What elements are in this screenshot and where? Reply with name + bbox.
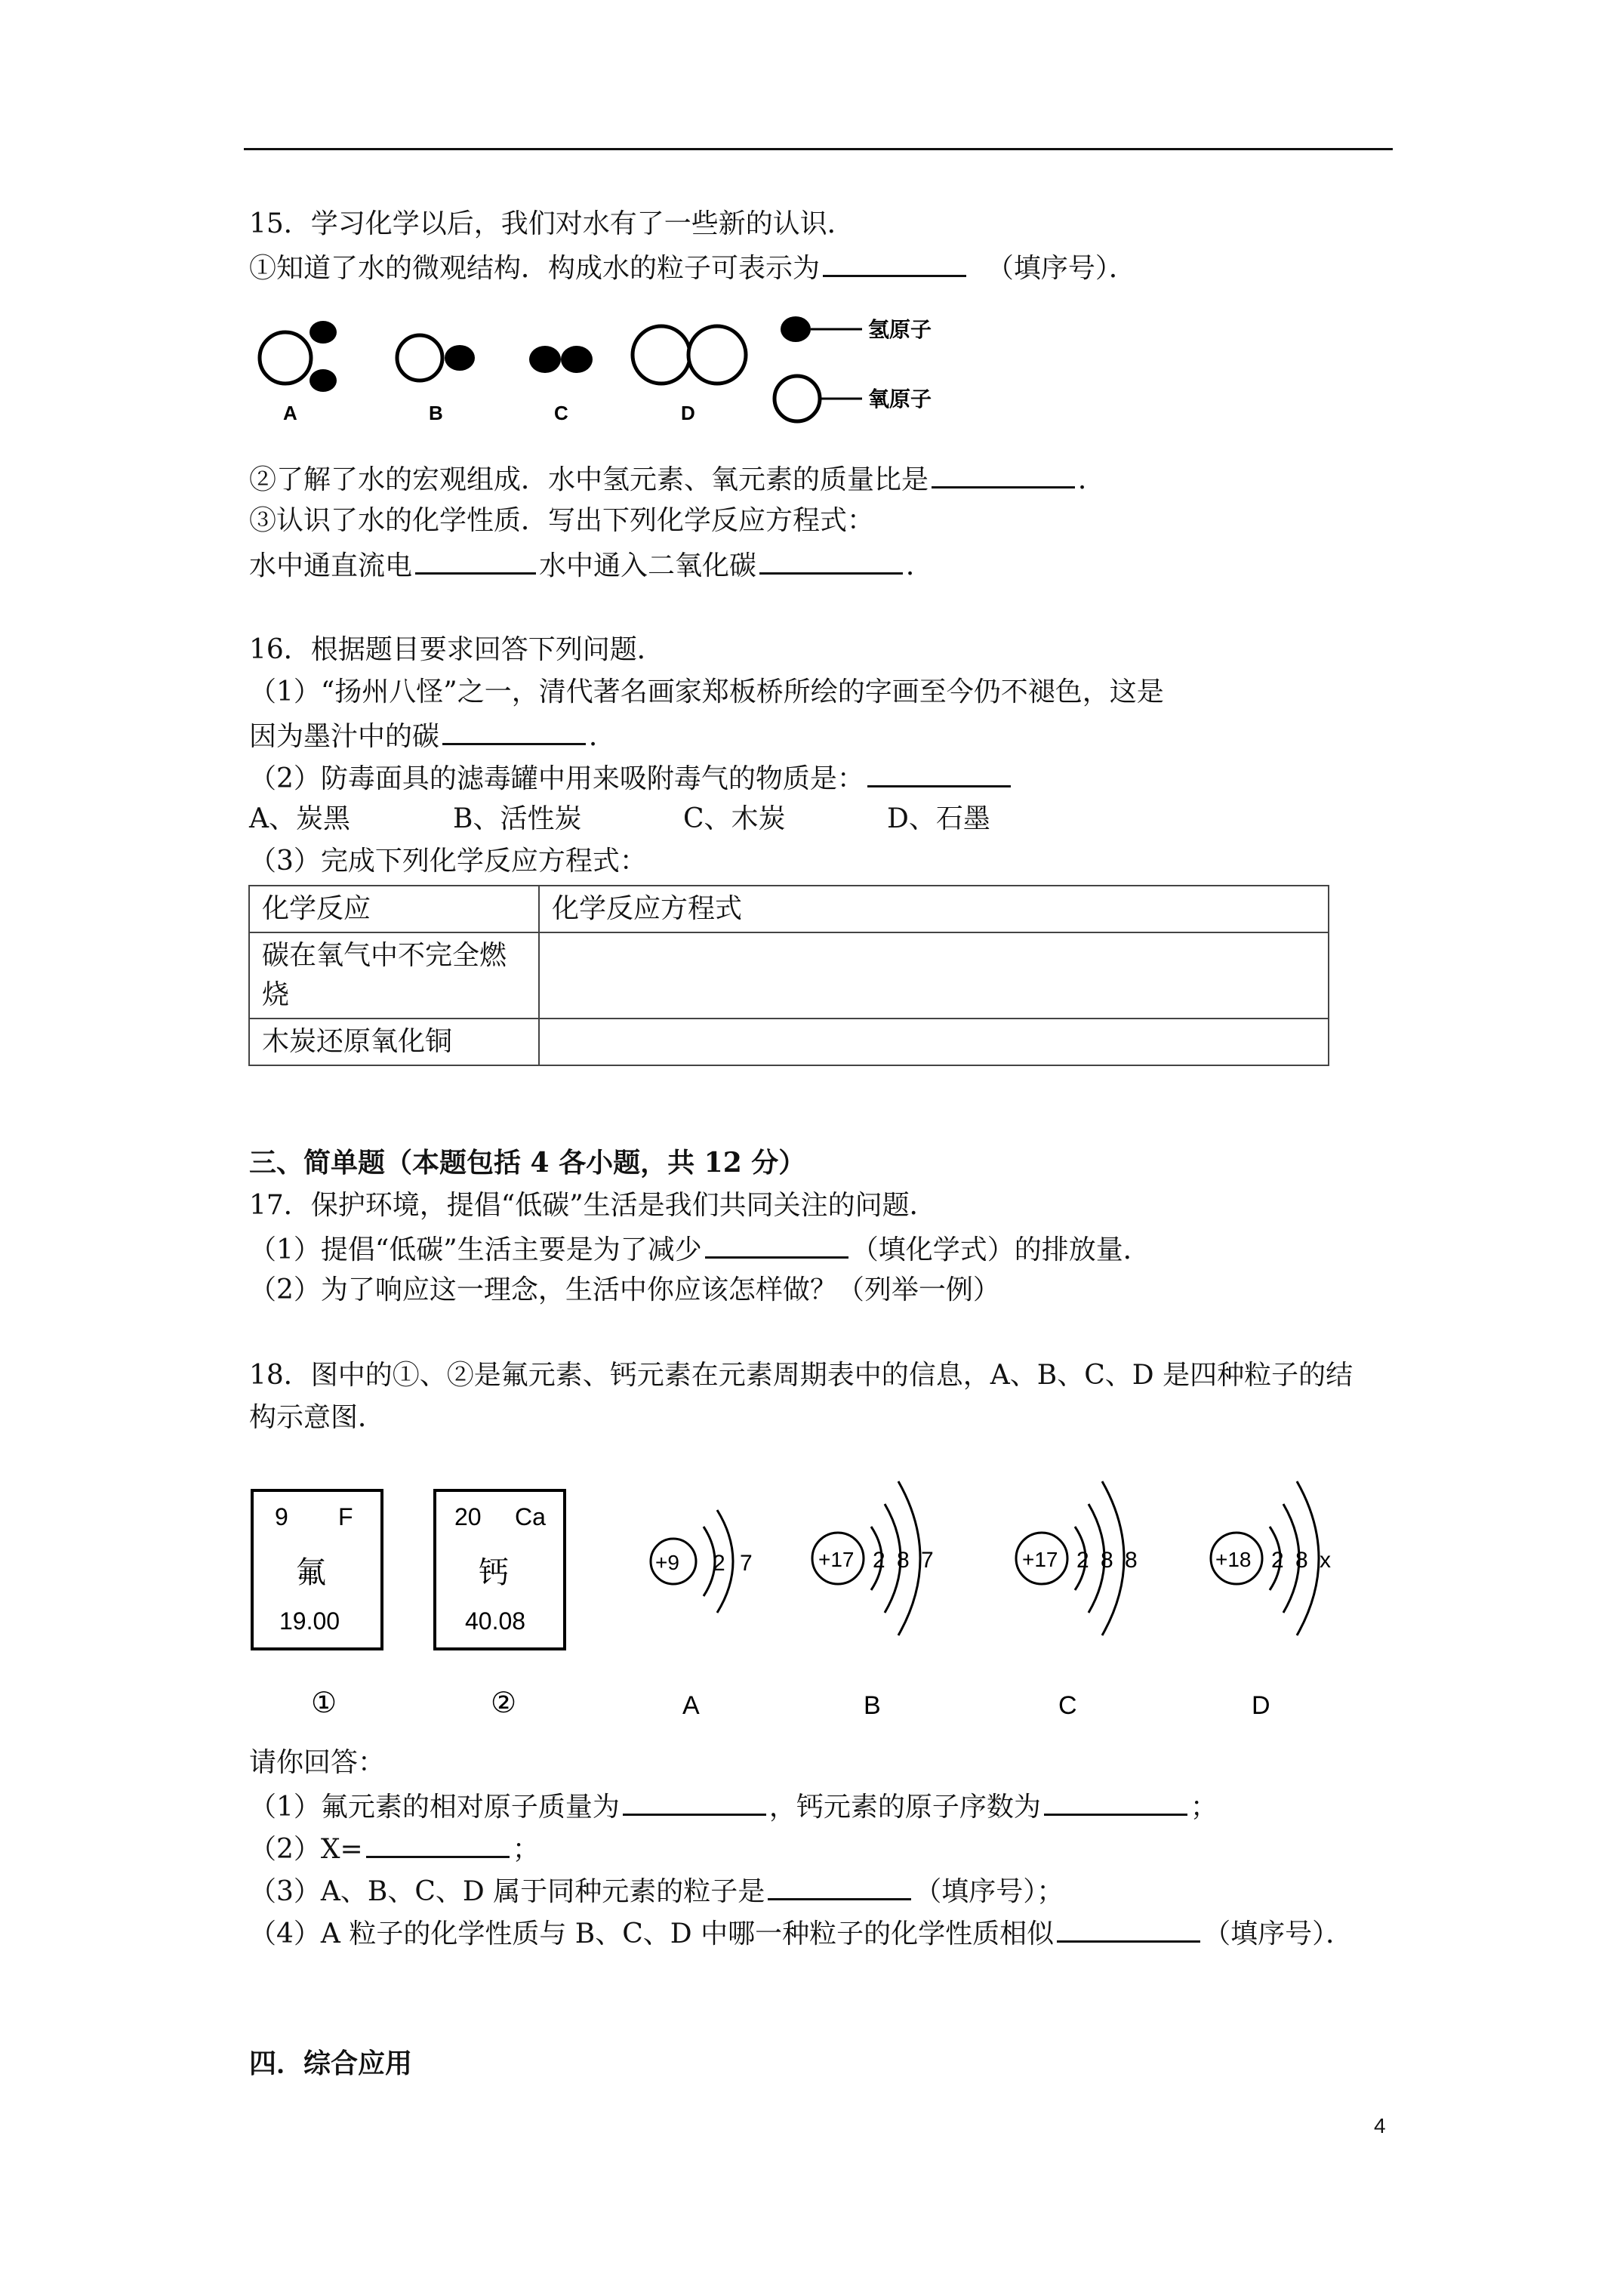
molecule-option-d bbox=[633, 326, 746, 424]
svg-text:2: 2 bbox=[873, 1548, 885, 1573]
element-card-calcium bbox=[435, 1490, 565, 1719]
svg-text:F: F bbox=[338, 1503, 353, 1530]
answer-blank[interactable] bbox=[366, 1829, 510, 1858]
svg-text:2: 2 bbox=[1076, 1548, 1089, 1573]
molecule-label: A bbox=[283, 402, 297, 424]
svg-text:7: 7 bbox=[921, 1548, 934, 1573]
molecule-label: B bbox=[429, 402, 443, 424]
svg-text:+17: +17 bbox=[818, 1548, 855, 1571]
q18-answer1: （1）氟元素的相对原子质量为 ，钙元素的原子序数为 ； bbox=[249, 1786, 1218, 1826]
svg-text:Ca: Ca bbox=[515, 1503, 546, 1530]
svg-text:8: 8 bbox=[1125, 1548, 1138, 1573]
particle-diagram-c bbox=[1016, 1481, 1138, 1720]
svg-text:+18: +18 bbox=[1215, 1548, 1252, 1571]
q15-part2: ②了解了水的宏观组成．水中氢元素、氧元素的质量比是 ． bbox=[249, 459, 1105, 499]
q18-answer2: （2）X= ； bbox=[249, 1829, 540, 1869]
table-header-cell: 化学反应方程式 bbox=[539, 886, 1329, 932]
svg-text:9: 9 bbox=[275, 1503, 288, 1530]
q16-sub2: （2）防毒面具的滤毒罐中用来吸附毒气的物质是： bbox=[249, 758, 1014, 798]
svg-text:D: D bbox=[1252, 1691, 1270, 1720]
answer-blank[interactable] bbox=[1044, 1786, 1187, 1816]
element-particle-figure bbox=[242, 1457, 1359, 1729]
answer-blank[interactable] bbox=[623, 1786, 766, 1816]
svg-text:8: 8 bbox=[1295, 1548, 1308, 1573]
q15-title: 15．学习化学以后，我们对水有了一些新的认识． bbox=[249, 208, 855, 239]
svg-text:20: 20 bbox=[454, 1503, 482, 1530]
table-row bbox=[249, 932, 1329, 1019]
q16-sub1b: 因为墨汁中的碳 ． bbox=[249, 716, 616, 756]
answer-blank[interactable] bbox=[705, 1229, 848, 1259]
svg-text:氟: 氟 bbox=[296, 1555, 326, 1590]
answer-blank[interactable] bbox=[932, 459, 1075, 488]
table-header-row bbox=[249, 886, 1329, 932]
svg-text:2: 2 bbox=[713, 1551, 725, 1576]
answer-blank[interactable] bbox=[823, 248, 966, 277]
section3-title: 三、简单题（本题包括 4 各小题，共 12 分） bbox=[249, 1147, 806, 1179]
q18-prompt: 请你回答： bbox=[249, 1747, 386, 1778]
element-card-fluorine bbox=[252, 1490, 382, 1719]
molecule-option-c bbox=[529, 346, 593, 424]
svg-text:钙: 钙 bbox=[479, 1555, 509, 1590]
molecule-option-a bbox=[260, 321, 337, 424]
answer-blank[interactable] bbox=[1057, 1913, 1200, 1943]
molecule-label: D bbox=[681, 402, 695, 424]
legend-hydrogen: 氢原子 bbox=[868, 317, 932, 342]
particle-diagram-d bbox=[1211, 1481, 1331, 1720]
table-cell: 木炭还原氧化铜 bbox=[249, 1019, 539, 1065]
svg-text:2: 2 bbox=[1271, 1548, 1284, 1573]
svg-text:x: x bbox=[1320, 1548, 1331, 1573]
q17-title: 17．保护环境，提倡“低碳”生活是我们共同关注的问题． bbox=[249, 1190, 937, 1221]
table-answer-cell[interactable] bbox=[539, 1019, 1329, 1065]
table-row bbox=[249, 1019, 1329, 1065]
q18-title-b: 构示意图． bbox=[249, 1402, 386, 1433]
water-molecule-figure bbox=[249, 302, 1019, 438]
svg-text:②: ② bbox=[491, 1686, 517, 1719]
svg-text:40.08: 40.08 bbox=[465, 1607, 526, 1635]
molecule-option-b bbox=[397, 335, 475, 424]
svg-text:8: 8 bbox=[1101, 1548, 1113, 1573]
q15-part1: ①知道了水的微观结构．构成水的粒子可表示为 （填序号）． bbox=[249, 248, 1136, 288]
svg-text:A: A bbox=[682, 1691, 700, 1720]
q18-title-a: 18．图中的①、②是氟元素、钙元素在元素周期表中的信息，A、B、C、D 是四种粒子的结 bbox=[249, 1360, 1354, 1391]
q15-part4: 水中通直流电 水中通入二氧化碳 ． bbox=[249, 545, 933, 585]
svg-text:+9: +9 bbox=[655, 1551, 679, 1574]
choice-b[interactable]: B、活性炭 bbox=[453, 803, 582, 834]
header-rule bbox=[244, 148, 1393, 150]
q17-sub1: （1）提倡“低碳”生活主要是为了减少 （填化学式）的排放量． bbox=[249, 1229, 1150, 1269]
particle-diagram-b bbox=[812, 1481, 934, 1720]
atom-legend bbox=[775, 316, 932, 421]
answer-blank[interactable] bbox=[768, 1871, 911, 1900]
svg-text:+17: +17 bbox=[1022, 1548, 1058, 1571]
svg-text:19.00: 19.00 bbox=[279, 1607, 340, 1635]
q18-answer4: （4）A 粒子的化学性质与 B、C、D 中哪一种粒子的化学性质相似 （填序号）． bbox=[249, 1913, 1353, 1953]
table-answer-cell[interactable] bbox=[539, 932, 1329, 1019]
choice-c[interactable]: C、木炭 bbox=[683, 803, 786, 834]
answer-blank[interactable] bbox=[415, 545, 536, 575]
svg-text:①: ① bbox=[311, 1686, 337, 1719]
q15-part3: ③认识了水的化学性质．写出下列化学反应方程式： bbox=[249, 505, 875, 536]
q16-choices bbox=[249, 800, 990, 838]
svg-text:C: C bbox=[1058, 1691, 1077, 1720]
answer-blank[interactable] bbox=[442, 716, 586, 745]
particle-diagram-a bbox=[651, 1510, 753, 1720]
svg-text:7: 7 bbox=[740, 1551, 753, 1576]
table-header-cell: 化学反应 bbox=[249, 886, 539, 932]
q16-sub1a: （1）“扬州八怪”之一，清代著名画家郑板桥所绘的字画至今仍不褪色，这是 bbox=[249, 676, 1164, 707]
section4-title: 四．综合应用 bbox=[249, 2048, 413, 2079]
q18-answer3: （3）A、B、C、D 属于同种元素的粒子是 （填序号）； bbox=[249, 1871, 1064, 1911]
answer-blank[interactable] bbox=[759, 545, 903, 575]
q16-sub3: （3）完成下列化学反应方程式： bbox=[249, 846, 647, 877]
legend-oxygen: 氧原子 bbox=[868, 387, 932, 411]
page-number: 4 bbox=[1374, 2114, 1386, 2137]
molecule-label: C bbox=[554, 402, 568, 424]
table-cell: 碳在氧气中不完全燃烧 bbox=[249, 932, 539, 1019]
svg-text:8: 8 bbox=[897, 1548, 910, 1573]
choice-d[interactable]: D、石墨 bbox=[887, 803, 990, 834]
choice-a[interactable]: A、炭黑 bbox=[249, 803, 350, 834]
reaction-table bbox=[248, 885, 1329, 1066]
q17-sub2: （2）为了响应这一理念，生活中你应该怎样做？（列举一例） bbox=[249, 1274, 1000, 1305]
answer-blank[interactable] bbox=[867, 758, 1011, 787]
svg-text:B: B bbox=[864, 1691, 881, 1720]
q16-title: 16．根据题目要求回答下列问题． bbox=[249, 634, 664, 665]
